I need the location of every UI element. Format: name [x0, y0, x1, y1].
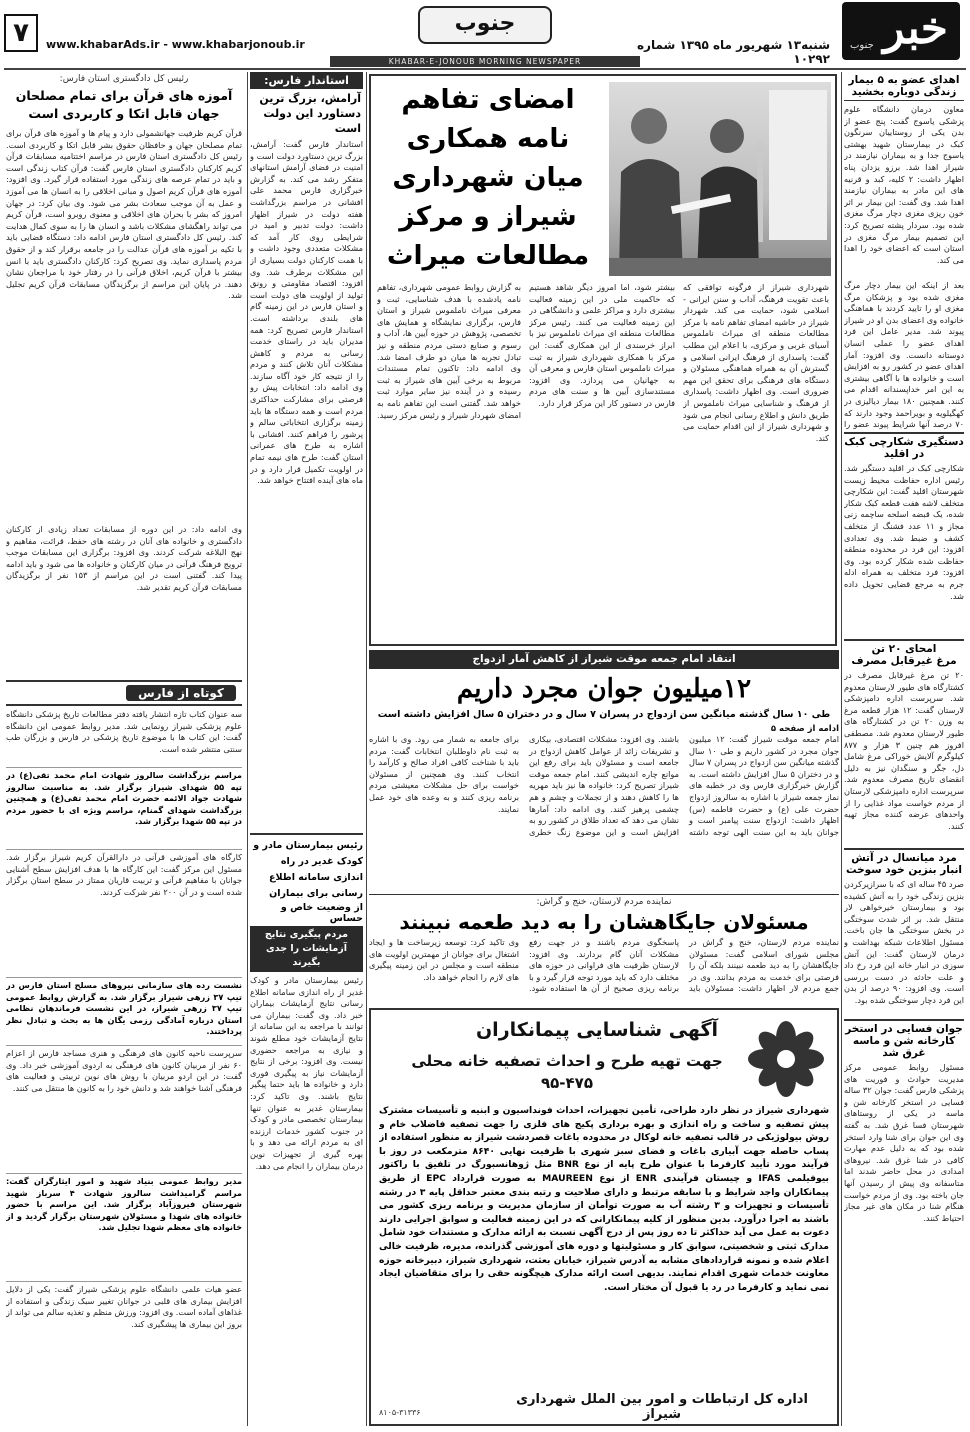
story-subtitle: در اقلید	[883, 448, 925, 460]
ad-body: شهرداری شیراز در نظر دارد طراحی، تأمین تجهیزات، احداث فونداسیون و ابنیه و تأسیسات مشترک پیش تصفیه و ساخت و راه اندازی و بهره برداری پکیج های فلزی را جهت تصفیه فاضلاب خام و روش بیولوژیکی در قالب تصفیه خانه لوکال در محدوده باغات قصردشت شیراز به منظور استفاده از پساب حاصله جهت آبیاری باغات و فضای سبز شهری با ظرفیت نهایی ۸۶۴۰ مترمکعب در روز با فرآیند مورد تأیید کارفرما با عنوان طرح پایه از نوع BNR مثل ژوهانسبورگ در تلفیق با راکتور بیوفیلمی IFAS و چیستان فرآیندی ENR از نوع MAUREEN به صورت قرارداد EPC از طریق پیمانکاران واجد شرایط و با سابقه مرتبط و دارای صلاحیت و رتبه بندی معتبر حداقل پایه ۳ در رشته تأسیسات و تجهیزات و ۳ رشته آب به صورت توأمان از سازمان مدیریت و برنامه ریزی کشور می باشند به اجرا درآورد. بدین منظور از کلیه پیمانکارانی که در این زمینه فعالیت و سوابق اجرایی دارند دعوت به عمل می آید حداکثر تا ده روز پس از درج آگهی نسبت به ارائه مدارک و مستندات خود شامل مدارک ثبتی و شخصیتی، سوابق کار و مسئولیتها و دوره های آموزشی گذرانده، مدیره، ظرفیت خالی اعلام شده و نمونه قراردادهای مشابه به آدرس شیراز، خیابان بعثت، شهرداری شیراز، دبیرخانه حوزه معاونت خدمات شهری اقدام نمایند. بدیهی است ارائه مدارک هیچگونه حقی را برای متقاضیان ایجاد نمی نماید و کارفرما در رد یا قبول آن مختار است.	[379, 1105, 829, 1293]
brief-item: سه عنوان کتاب تازه انتشار یافته دفتر مطالعات تاریخ پزشکی دانشگاه علوم پزشکی شیراز رونمایی شد. مدیر روابط عمومی این دانشگاه گفت: این کتاب ها با موضوع تاریخ پزشکی در فارس و بزرگان طب سنتی منتشر شده است.	[6, 709, 242, 754]
story-title: آرامش، بزرگ ترین دستاورد این دولت است	[259, 92, 361, 135]
story-kicker: رئیس کل دادگستری استان فارس:	[59, 74, 189, 84]
hospital-title: رئیس بیمارستان مادر و کودک غدیر در راه اندازی سامانه اطلاع رسانی برای بیماران	[250, 833, 363, 902]
lead-story	[369, 74, 837, 646]
brief-item: عضو هیات علمی دانشگاه علوم پزشکی شیراز گفت: یکی از دلایل افزایش بیماری های قلبی در جوانان تغییر سبک زندگی و استفاده از غذاهای آماده است. وی افزود: ورزش منظم و تغذیه سالم می تواند از بروز این بیماری ها پیشگیری کند.	[6, 1281, 242, 1381]
issue-date: شنبه۱۳ شهریور ماه ۱۳۹۵ شماره ۱۰۲۹۲	[636, 38, 830, 66]
story-title: مرد میانسال در آتش	[844, 848, 964, 864]
brief-title: کوتاه از فارس	[126, 685, 236, 701]
story-body-continued: وی ادامه داد: در این دوره از مسابقات تعداد زیادی از کارکنان دادگستری و خانواده های آنان در رشته های حفظ، قرائت، مفاهیم و نهج البلاغه شرکت کردند. وی افزود: برگزاری این مسابقات موجب ترویج فرهنگ قرآنی در میان کارکنان و خانواده ها می شود و باید ادامه پیدا کند. گفتنی است در این مراسم از ۱۵۳ نفر از برگزیدگان مسابقات قرآن کریم تقدیر شد.	[6, 524, 242, 592]
lead-photo	[609, 82, 831, 276]
logo-sub: جنوب	[850, 40, 874, 51]
lead-body-middle: بیشتر شود، اما امروز دیگر شاهد هستیم که حاکمیت ملی در این زمینه فعالیت بیشتری دارد و مراکز علمی و دانشگاهی در این زمینه فعالیت می کنند. رئیس مرکز مطالعات منطقه ای میراث ناملموس نیز با ابراز خرسندی از این همکاری گفت: این مرکز با همکاری شهرداری شیراز به ثبت میراث ناملموس استان فارس و معرفی آن به جهانیان می پردازد. وی افزود: مستندسازی آیین ها و سنت های مردم فارس در دستور کار این مرکز قرار دارد.	[529, 282, 675, 408]
brief-item-bold: مراسم بزرگداشت سالروز شهادت امام محمد تقی(ع) در تپه ۵۵ شهدای شیراز برگزار شد. به مناسبت سالروز شهادت جواد الائمه حضرت امام محمد تقی(ع) و همچنین بزرگداشت شهدای گمنام، مراسم ویژه ای با حضور مردم در تپه ۵۵ شهدا برگزار شد.	[6, 767, 242, 849]
masthead-rule	[4, 68, 966, 70]
story-body: مسئول روابط عمومی مرکز مدیریت حوادث و فوریت های پزشکی فارس گفت: جوان ۳۲ ساله فسایی در استخر کارخانه شن و ماسه در یکی از روستاهای شهرستان فسا غرق شد. به گفته وی این جوان برای شنا وارد استخر شده بود که به دلیل عدم مهارت کافی در شنا غرق شد. نیروهای امدادی در محل حاضر شدند اما متاسفانه وی پیش از رسیدن آنها جان باخته بود. وی از مردم خواست هنگام شنا در مکان های غیر مجاز احتیاط کنند.	[844, 1062, 964, 1223]
brief-banner	[6, 680, 242, 706]
logo-text: خبر	[883, 3, 948, 54]
story-body: صرد ۴۵ ساله ای که با سرازیرکردن بنزین زندگی خود را به آتش کشیده بود و بیمارستان خیرخواهی لار منتقل شد. بر اثر شدت سوختگی در بخش سوختگی ها جان باخت. مسئول اطلاعات شبکه بهداشت و درمان لارستان گفت: این آتش سوزی در انبار خانه این فرد رخ داد و علت حادثه در دست بررسی است. وی افزود: ۹۰ درصد از بدن این فرد دچار سوختگی شده بود.	[844, 879, 964, 1005]
story-body: قرآن کریم ظرفیت جهانشمولی دارد و پیام ها و آموزه های قرآن برای تمام مصلحان جهان و حافظان حقوق بشر قابل اتکا و کاربردی است. رئیس کل دادگستری استان فارس در مراسم اختتامیه مسابقات قرآن کریم کارکنان دادگستری استان فارس گفت: قرآن کتاب زندگی است و باید در تمام عرصه های زندگی مورد استفاده قرار گیرد. وی افزود: آموزه های قرآن کریم اصول و مبانی اخلاقی را به انسان ها می آموزد و عمل به آن موجب سعادت بشر می شود. وی بیان کرد: در جهان امروز که بشر با بحران های اخلاقی و معنوی روبرو است، قرآن کریم می تواند راهگشای مشکلات باشد و انسان ها را به سوی کمال هدایت کند. رئیس کل دادگستری استان فارس ادامه داد: دستگاه قضایی باید با تکیه بر آموزه های قرآن عدالت را در جامعه برقرار کند و از حقوق مردم پاسداری نماید. وی تصریح کرد: کارکنان دادگستری باید با انس بیشتر با قرآن کریم، اخلاق قرآنی را در رفتار خود با مراجعان نشان دهند. در پایان این مراسم از برگزیدگان مسابقات قرآن کریم تجلیل شد.	[6, 128, 242, 301]
lead-body-left: به گزارش روابط عمومی شهرداری، تفاهم نامه یادشده با هدف شناسایی، ثبت و معرفی میراث ناملموس شیراز و استان فارس، برگزاری نمایشگاه و همایش های تخصصی، پژوهش در حوزه آیین ها، آداب و رسوم و صنایع دستی مردم منطقه و نیز تبادل تجربه ها میان دو طرف امضا شد. وی ادامه داد: تاکنون تمام مستندات مربوط به برخی آیین های شیراز به ثبت رسیده و در آینده نیز سایر موارد ثبت خواهد شد. گفتنی است این تفاهم نامه به امضای شهردار شیراز و رئیس مرکز رسید.	[377, 282, 521, 420]
story-body: معاون درمان دانشگاه علوم پزشکی یاسوج گفت: پنج عضو از بدن یکی از روستاییان سرنگون کبک در بیمارستان شهید بهشتی یاسوج جدا و به بیماران نیازمند در شیراز اهدا شد. برزو یزدان پناه اظهار داشت: ۲ کلیه، کبد و قرنیه های این مادر به بیماران نیازمند اهدا شد. وی گفت: این بیمار بر اثر خون ریزی مغزی دچار مرگ مغزی شده بود. سردار پشته تصریح کرد: این تصمیم بیمار مرگ مغزی در استان است که اعضای خود را اهدا می کند.	[844, 104, 964, 265]
tender-ad	[369, 1008, 839, 1426]
story-title: آموزه های قرآن برای تمام مصلحان جهان قابل اتکا و کاربردی است	[15, 88, 233, 121]
column-divider	[366, 72, 367, 1426]
larestan-story	[369, 894, 839, 1006]
brief-news	[6, 680, 242, 1426]
handshake-photo-icon	[609, 82, 831, 276]
hospital-body: رئیس بیمارستان مادر و کودک غدیر از راه اندازی سامانه اطلاع رسانی نتایج آزمایشات بیماران خبر داد. وی گفت: بیماران می توانند با مراجعه به این سامانه از نتایج آزمایشات خود مطلع شوند و نیازی به مراجعه حضوری نیست. وی افزود: برخی از نتایج آزمایشات نیاز به پیگیری فوری دارد و خانواده ها باید حتما پیگیر نتایج باشند. وی تاکید کرد: بیمارستان غدیر به عنوان تنها بیمارستان تخصصی مادر و کودک در جنوب کشور خدمات ارزنده ای به مردم ارائه می دهد و با بهره گیری از تجهیزات نوین درمان بیماران را انجام می دهد.	[250, 975, 363, 1171]
story-body: ۲۰ تن مرغ غیرقابل مصرف در کشتارگاه های طیور لارستان معدوم شد. سرپرست اداره دامپزشکی لارستان گفت: ۱۲ هزار قطعه مرغ به وزن ۲۰ تن در کشتارگاه های طیور لارستان معدوم شد. مصطفی افروز هم چنین ۳ هزار و ۸۷۷ کیلوگرم آلایش خوراکی مرغ شامل دل، جگر و سنگدان نیز به دلیل انقضای تاریخ مصرف معدوم شد. سرپرست اداره دامپزشکی لارستان از مردم خواست مواد غذایی را از واحدهای عرضه کننده مجاز تهیه کنند.	[844, 670, 964, 831]
marriage-story	[369, 650, 839, 890]
story-subtitle: انبار بنزین خود سوخت	[845, 864, 963, 876]
marriage-headline: ۱۲میلیون جوان مجرد داریم	[456, 674, 752, 704]
story-body-continued: بعد از اینکه این بیمار دچار مرگ مغزی شده بود و پزشکان مرگ مغزی او را تایید کردند با هماهنگی خانواده وی اعضای بدن او در شیراز پیوند شد. مدیر عامل این فرد اهدای عضو را عملی انسان دوستانه دانست. وی افزود: آمار اهدای عضو در کشور رو به افزایش است و خانواده ها با آگاهی بیشتری به این امر خداپسندانه اقدام می کنند. همچنین ۱۸۰ بیمار دیالیزی در کهگیلویه و بویراحمد وجود دارند که ۷۰ درصد آنها شرایط پیوند عضو را	[844, 280, 964, 430]
ad-code: ۸۱۰۵-۳۱۳۳۶	[379, 1408, 421, 1417]
masthead	[0, 0, 970, 64]
municipality-emblem-icon	[745, 1018, 827, 1100]
continue-note: ادامه از صفحه ۵	[770, 724, 839, 734]
page-number: ۷	[4, 14, 38, 52]
english-nameplate: KHABAR-E-JONOUB MORNING NEWSPAPER	[330, 56, 640, 67]
hospital-subtitle: از وضعیت خاص و حساس	[280, 902, 363, 924]
story-subtitle: زندگی دوباره بخشید	[844, 86, 964, 101]
section-label: جنوب	[418, 6, 552, 44]
governor-column	[250, 72, 363, 1426]
brief-item: سرپرست ناحیه کانون های فرهنگی و هنری مساجد فارس از اعزام ۶۰ نفر از مربیان کانون های فرهنگی به اردوی آموزشی خبر داد. وی گفت: در این اردو مربیان با روش های نوین تربیتی و فعالیت های فرهنگی آشنا خواهند شد و دانش خود را به کانون ها منتقل می کنند.	[6, 1045, 242, 1173]
larestan-headline: مسئولان جایگاهشان را به دید طعمه نبینند	[399, 910, 809, 934]
story-kicker: انتقاد امام جمعه موقت شیراز از کاهش آمار ازدواج	[369, 650, 839, 669]
story-kicker: نماینده مردم لارستان، خنج و گراش:	[536, 897, 672, 907]
story-title: دستگیری شکارچی کبک	[844, 432, 964, 448]
ad-subtitle: جهت تهیه طرح و احداث تصفیه خانه محلی ۴۷۵-۹۵	[411, 1052, 723, 1092]
story-title: امحای ۲۰ تن	[844, 639, 964, 655]
story-title: جوان فسایی در استخر	[844, 1019, 964, 1035]
ad-signature: اداره کل ارتباطات و امور بین الملل شهرداری شیراز	[516, 1392, 808, 1422]
right-news-column	[844, 72, 964, 1426]
story-subtitle: کارخانه شن و ماسه غرق شد	[852, 1035, 956, 1059]
brief-item: کارگاه های آموزشی قرآنی در دارالقرآن کریم شیراز برگزار شد. مسئول این مرکز گفت: این کارگاه ها با هدف افزایش سطح آشنایی جوانان با مفاهیم قرآنی و تربیت قاریان ممتاز در سطح استان برگزار شده است و در آن ۲۰۰ نفر شرکت کردند.	[6, 849, 242, 977]
column-divider	[841, 72, 842, 1426]
brief-item-bold: نشست رده های سازمانی نیروهای مسلح استان فارس در تیپ ۳۷ زرهی شیراز برگزار شد. به گزارش روابط عمومی تیپ ۳۷ زرهی شیراز، در این نشست فرماندهان نظامی استان درباره آمادگی رزمی یگان ها به بحث و تبادل نظر پرداختند.	[6, 977, 242, 1045]
story-body: استاندار فارس گفت: آرامش، بزرگ ترین دستاورد دولت است و امنیت در فضای آرامش استانهای متفکر رشد می کند. به گزارش خبرگزاری فارس محمد علی افشانی در مراسم بزرگداشت هفته دولت در شیراز اظهار داشت: دولت تدبیر و امید در شرایطی روی کار آمد که مشکلات متعددی وجود داشت و با همت کارکنان دولت بسیاری از این مشکلات برطرف شد. وی افزود: اقتصاد مقاومتی و رونق تولید از اولویت های دولت است و استان فارس در این زمینه گام های بلندی برداشته است. استاندار فارس تصریح کرد: همه مدیران باید در راستای خدمت رسانی به مردم و کاهش مشکلات آنان تلاش کنند و مردم را از نتیجه کار خود آگاه سازند. وی ادامه داد: انتخابات پیش رو فرصتی برای مشارکت حداکثری مردم است و همه دستگاه ها باید زمینه برگزاری انتخاباتی سالم و پرشور را فراهم کنند. افشانی با اشاره به طرح های عمرانی استان گفت: طرح های نیمه تمام در اولویت تکمیل قرار دارد و در ماه های آینده افتتاح خواهد شد.	[250, 139, 363, 486]
ad-title: آگهی شناسایی پیمانکاران	[475, 1019, 719, 1041]
newspaper-logo	[842, 2, 960, 60]
story-subtitle: مرغ غیرقابل مصرف	[851, 655, 957, 667]
lead-headline: امضای تفاهم نامه همکاری میان شهرداری شیراز و مرکز مطالعات میراث	[386, 84, 590, 271]
column-divider	[247, 72, 248, 1426]
story-body: شکارچی کبک در اقلید دستگیر شد. رئیس اداره حفاظت محیط زیست شهرستان اقلید گفت: این شکارچی متخلف لاشه هفت قطعه کبک شکار شده، یک قبضه اسلحه ساچمه زنی مجاز و ۱۱ عدد فشنگ از متخلف کشف و ضبط شد. وی تعدادی افزود: این فرد در محدوده منطقه حفاظت شده شکار کرده بود. وی افزود: فرد متخلف به همراه ادله جرم به مرجع قضایی تحویل داده شد.	[844, 463, 964, 601]
story-kicker: استاندار فارس:	[250, 72, 363, 89]
lead-body-right: شهرداری شیراز از فرگونه توافقی که باعث تقویت فرهنگ، آداب و سنن ایرانی - اسلامی شود، حمایت می کند. شهردار شیراز در حاشیه امضای تفاهم نامه با مرکز مطالعات منطقه ای میراث ناملموس آسیای غربی و مرکزی، با اعلام این مطلب گفت: پاسداری از فرهنگ ایرانی اسلامی و گسترش آن به همراه هماهنگی مسئولان و دستگاه های فرهنگی برای تحقق این مهم ضروری است. وی اظهار داشت: پاسداری از فرهنگ و شناسایی میراث ناملموس از طریق دانش و اطلاع رسانی انجام می شود و شهرداری شیراز از این اقدام حمایت می کند.	[683, 282, 829, 443]
story-title: اهدای عضو به ۵ بیمار	[848, 74, 960, 86]
hospital-headline: مردم پیگیری نتایج آزمایشات را جدی بگیرند	[250, 926, 363, 972]
website-urls: www.khabarAds.ir - www.khabarjonoub.ir	[46, 38, 305, 51]
marriage-subheadline: طی ۱۰ سال گذشته میانگین سن ازدواج در پسران ۷ سال و در دختران ۵ سال افزایش داشته است	[377, 709, 831, 720]
quran-story	[6, 72, 242, 678]
brief-item-bold: مدیر روابط عمومی بنیاد شهید و امور ایثارگران گفت: مراسم گرامیداشت سالروز شهادت ۴ سرباز شهید شهرستان فیروزآباد برگزار شد. این مراسم با حضور خانواده های شهدا و مسئولان شهرستان برگزار گردید و از خانواده های معظم شهدا تجلیل شد.	[6, 1173, 242, 1281]
story-body: نماینده مردم لارستان، خنج و گراش در مجلس شورای اسلامی گفت: مسئولان جایگاهشان را به دید طعمه نبینند بلکه آن را فرصتی برای خدمت به مردم بدانند. وی در جمع مردم لار اظهار داشت: مسئولان باید پاسخگوی مردم باشند و در جهت رفع مشکلات آنان گام بردارند. وی افزود: لارستان ظرفیت های فراوانی در حوزه های مختلف دارد که باید مورد توجه قرار گیرد و با برنامه ریزی صحیح از آن ها استفاده شود. وی تاکید کرد: توسعه زیرساخت ها و ایجاد اشتغال برای جوانان از مهمترین اولویت های منطقه است و مجلس در این زمینه پیگیری های لازم را انجام خواهد داد.	[369, 937, 839, 994]
story-body: امام جمعه موقت شیراز گفت: ۱۲ میلیون جوان مجرد در کشور داریم و طی ۱۰ سال گذشته میانگین سن ازدواج در پسران ۷ سال و در دختران ۵ سال افزایش داشته است. به گزارش خبرگزاری فارس وی در خطبه های نماز جمعه شیراز با اشاره به سالروز ازدواج حضرت علی (ع) و حضرت فاطمه (س) اظهار داشت: ازدواج سنت پیامبر است و جوانان باید به این سنت الهی توجه داشته باشند. وی افزود: مشکلات اقتصادی، بیکاری و تشریفات زائد از عوامل کاهش ازدواج در جامعه است و مسئولان باید برای رفع این موانع چاره اندیشی کنند. امام جمعه موقت شیراز تصریح کرد: خانواده ها نیز باید مهریه ها را کاهش دهند و از تجملات و چشم و هم چشمی پرهیز کنند. وی ادامه داد: آمارها نشان می دهد که تعداد طلاق در کشور رو به افزایش است و این موضوع زنگ خطری برای جامعه به شمار می رود. وی با اشاره به ثبت نام داوطلبان انتخابات گفت: مردم باید با شناخت کافی افراد صالح و کارآمد را انتخاب کنند. وی همچنین از مسئولان خواست برای حل مشکلات معیشتی مردم برنامه ریزی کنند و به وعده های خود عمل نمایند.	[369, 734, 839, 837]
